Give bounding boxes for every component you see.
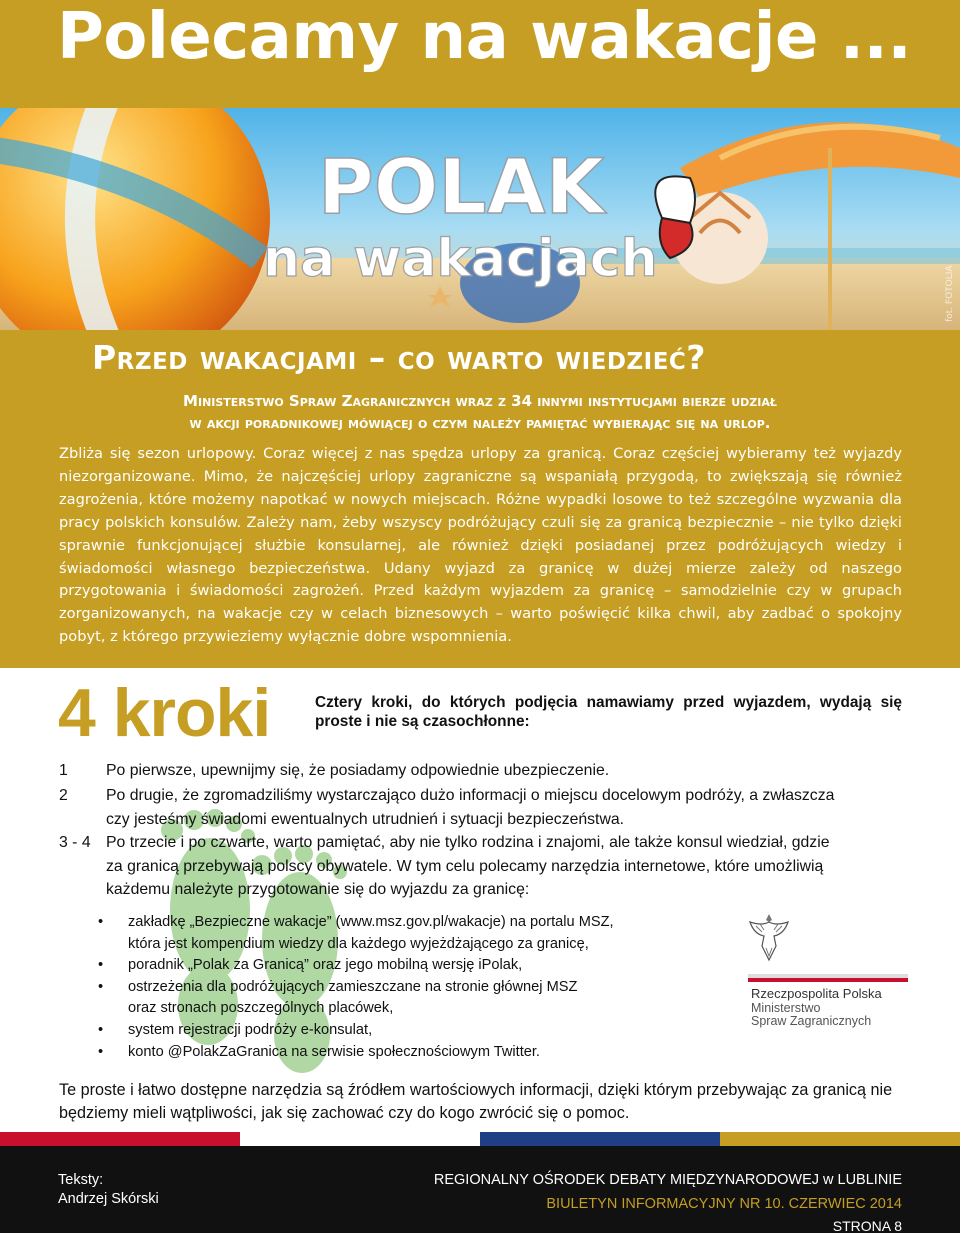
- flag-bar: [748, 974, 908, 982]
- step-number: 2: [59, 787, 68, 804]
- list-item-line: konto @PolakZaGranica na serwisie społecznościowym Twitter.: [128, 1043, 540, 1060]
- logo-line1: Rzeczpospolita Polska: [751, 986, 882, 1001]
- author-label: Teksty:: [58, 1172, 104, 1188]
- list-item: [98, 1042, 614, 1064]
- step-text-line: czy jesteśmy świadomi ewentualnych utrudnień i sytuacji bezpieczeństwa.: [106, 810, 625, 828]
- step-text-line: za granicą przebywają polscy obywatele. W tym celu polecamy narzędzia internetowe, które umożliwią: [106, 857, 824, 875]
- msz-logo: [748, 912, 908, 1037]
- organization-name: REGIONALNY OŚRODEK DEBATY MIĘDZYNARODOWEJ w LUBLINIE: [433, 1172, 902, 1188]
- author-name: Andrzej Skórski: [58, 1191, 159, 1207]
- banner-illustration: [0, 108, 960, 330]
- page-number: STRONA 8: [832, 1218, 902, 1233]
- tools-list: [98, 912, 614, 1063]
- list-item-line: poradnik „Polak za Granicą” oraz jego mobilną wersję iPolak,: [128, 957, 523, 974]
- banner-title-line2: na wakacjach: [263, 229, 658, 289]
- list-item-line: oraz stronach poszczególnych placówek,: [128, 1000, 394, 1017]
- closing-paragraph: Te proste i łatwo dostępne narzędzia są źródłem wartościowych informacji, dzięki którym przebywając za granicą nie będziemy mieli wątpliwości, jak się zachować czy do kogo zwrócić się o pomoc.: [59, 1081, 893, 1122]
- banner-image: [0, 108, 960, 330]
- color-strip: [0, 1132, 960, 1146]
- step-text-line: każdemu należyte przygotowanie się do wyjazdu za granicę:: [106, 881, 530, 898]
- list-item: [98, 912, 614, 955]
- bullet: •: [98, 1043, 104, 1060]
- photo-credit: fot. FOTOLIA: [945, 265, 955, 322]
- list-item-line: system rejestracji podróży e-konsulat,: [128, 1021, 373, 1038]
- footer: [0, 1146, 960, 1233]
- bullet: •: [98, 957, 104, 974]
- list-item-line: zakładkę „Bezpieczne wakacje” (www.msz.gov.pl/wakacje) na portalu MSZ,: [128, 914, 614, 930]
- page-title: Polecamy na wakacje ...: [57, 0, 912, 74]
- steps-title: 4 kroki: [58, 675, 271, 751]
- bulletin-info: BIULETYN INFORMACYJNY NR 10. CZERWIEC 2014: [546, 1196, 902, 1212]
- bullet: •: [98, 914, 104, 930]
- bullet: •: [98, 1021, 104, 1038]
- steps-lead: Cztery kroki, do których podjęcia namawiamy przed wyjazdem, wydają się proste i nie są czasochłonne:: [315, 694, 902, 730]
- list-item: [98, 977, 614, 1020]
- intro-subheading-line2: w akcji poradnikowej mówiącej o czym należy pamiętać wybierając się na urlop.: [189, 414, 771, 432]
- list-item-line: która jest kompendium wiedzy dla każdego wyjeżdżającego za granicę,: [128, 935, 589, 952]
- bullet: •: [98, 978, 104, 995]
- list-item: [98, 1020, 614, 1042]
- intro-heading: Przed wakacjami – co warto wiedzieć?: [92, 338, 706, 377]
- eagle-emblem-icon: [748, 912, 790, 964]
- step-text-line: Po pierwsze, upewnijmy się, że posiadamy odpowiednie ubezpieczenie.: [106, 762, 610, 779]
- step-text-line: Po drugie, że zgromadziliśmy wystarczająco dużo informacji o miejscu docelowym podróży, a zwłaszcza: [106, 787, 835, 804]
- intro-subheading-line1: Ministerstwo Spraw Zagranicznych wraz z 34 innymi instytucjami bierze udział: [183, 392, 777, 410]
- banner-title-line1: POLAK: [318, 142, 605, 231]
- list-item-line: ostrzeżenia dla podróżujących zamieszczane na stronie głównej MSZ: [128, 978, 578, 995]
- logo-line2: Ministerstwo: [751, 1001, 821, 1015]
- logo-line3: Spraw Zagranicznych: [751, 1014, 872, 1028]
- intro-body: Zbliża się sezon urlopowy. Coraz więcej z nas spędza urlopy za granicą. Coraz częściej wybieramy też wyjazdy niezorganizowane. Mimo, że najczęściej urlopy zagraniczne są wspaniałą przygodą, to zwiększają się również zagrożenia, które możemy napotkać w nowych miejscach. Różne wypadki losowe to też szczególne wyzwania dla pracy polskich konsulów. Zależy nam, żeby wszyscy podróżujący czuli się za granicą bezpiecznie – nie tylko dzięki sprawnie funkcjonującej służbie konsularnej, ale również dzięki posiadanej przez podróżujących wiedzy i świadomości własnego bezpieczeństwa. Udany wyjazd za granicę w dużej mierze zależy od naszego przygotowania i świadomości zagrożeń. Przed każdym wyjazdem za granicę – samodzielnie czy w grupach zorganizowanych, na wakacje czy w celach biznesowych – warto poświęcić kilka chwil, aby zadbać o spokojny pobyt, z którego przywieziemy wyłącznie dobre wspomnienia.: [59, 445, 902, 646]
- header-band: [0, 0, 960, 108]
- step-number: 3 - 4: [59, 834, 91, 851]
- intro-section: [0, 330, 960, 668]
- step-number: 1: [59, 762, 68, 779]
- list-item: [98, 955, 614, 977]
- step-text-line: Po trzecie i po czwarte, warto pamiętać, aby nie tylko rodzina i znajomi, ale także konsul wiedział, gdzie: [106, 834, 830, 851]
